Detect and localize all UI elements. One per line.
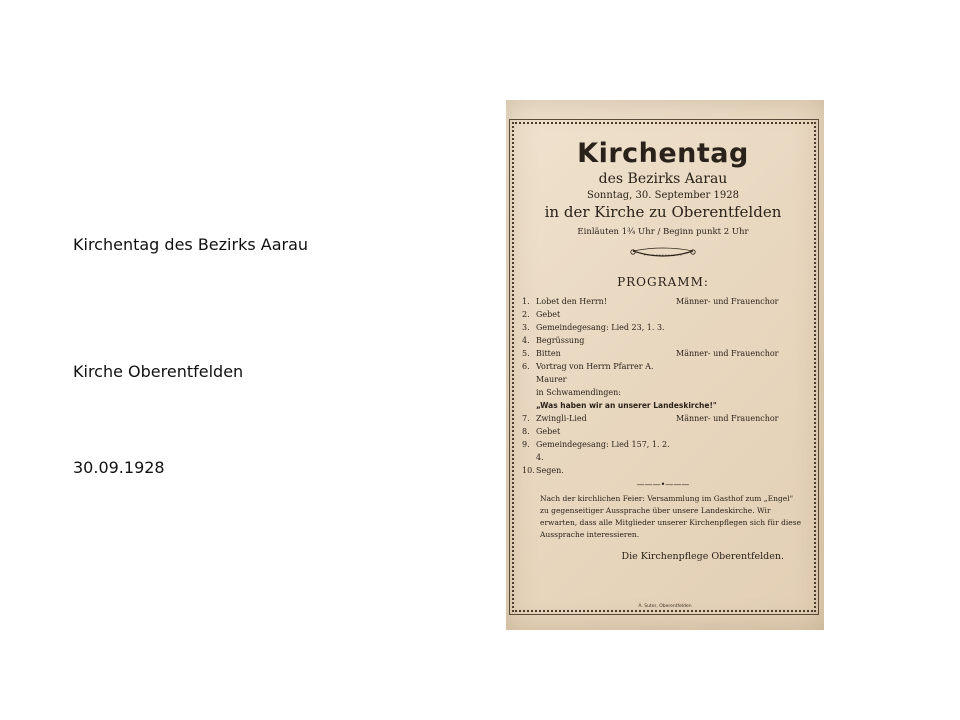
program-item: 10. Segen. <box>522 466 564 475</box>
ornament-icon <box>630 247 696 261</box>
divider: ———•——— <box>636 480 690 489</box>
program-item: 9. Gemeindegesang: Lied 157, 1. 2. 4. <box>522 440 670 462</box>
program-item-quote: „Was haben wir an unserer Landeskirche!" <box>536 401 717 410</box>
leaflet-title: Kirchentag <box>577 138 749 169</box>
program-item: 4. Begrüssung <box>522 336 585 345</box>
leaflet-bells: Einläuten 1¾ Uhr / Beginn punkt 2 Uhr <box>577 227 749 237</box>
program-item: 2. Gebet <box>522 310 561 319</box>
program-heading: PROGRAMM: <box>617 275 709 289</box>
program-item: 5. Bitten Männer- und Frauenchor <box>522 349 779 358</box>
leaflet-signature: Die Kirchenpflege Oberentfelden. <box>621 551 784 562</box>
printer-imprint: A. Suter, Oberentfelden <box>638 604 692 609</box>
caption-date: 30.09.1928 <box>73 458 165 477</box>
caption-place: Kirche Oberentfelden <box>73 362 244 381</box>
leaflet-scan <box>506 100 824 630</box>
program-item: 3. Gemeindegesang: Lied 23, 1. 3. <box>522 323 665 332</box>
program-item: 6. Vortrag von Herrn Pfarrer A. Maurer <box>522 362 654 384</box>
leaflet-content <box>518 130 808 562</box>
program-list <box>518 295 808 477</box>
program-item: 7. Zwingli-Lied Männer- und Frauenchor <box>522 414 779 423</box>
program-item: 1. Lobet den Herrn! Männer- und Frauenchor <box>522 297 779 306</box>
leaflet-subtitle: des Bezirks Aarau <box>598 171 728 187</box>
program-item-extra: in Schwamendingen: <box>536 388 621 397</box>
leaflet-place: in der Kirche zu Oberentfelden <box>544 203 782 221</box>
leaflet-note: Nach der kirchlichen Feier: Versammlung im Gasthof zum „Engel" zu gegenseitiger Aussprache über unsere Landeskirche. Wir erwarten, dass alle Mitglieder unserer Kirchenpflegen sich für diese Aussprache interessieren. <box>540 494 802 539</box>
leaflet-date: Sonntag, 30. September 1928 <box>587 190 739 201</box>
caption-title: Kirchentag des Bezirks Aarau <box>73 235 309 254</box>
program-item: 8. Gebet <box>522 427 561 436</box>
